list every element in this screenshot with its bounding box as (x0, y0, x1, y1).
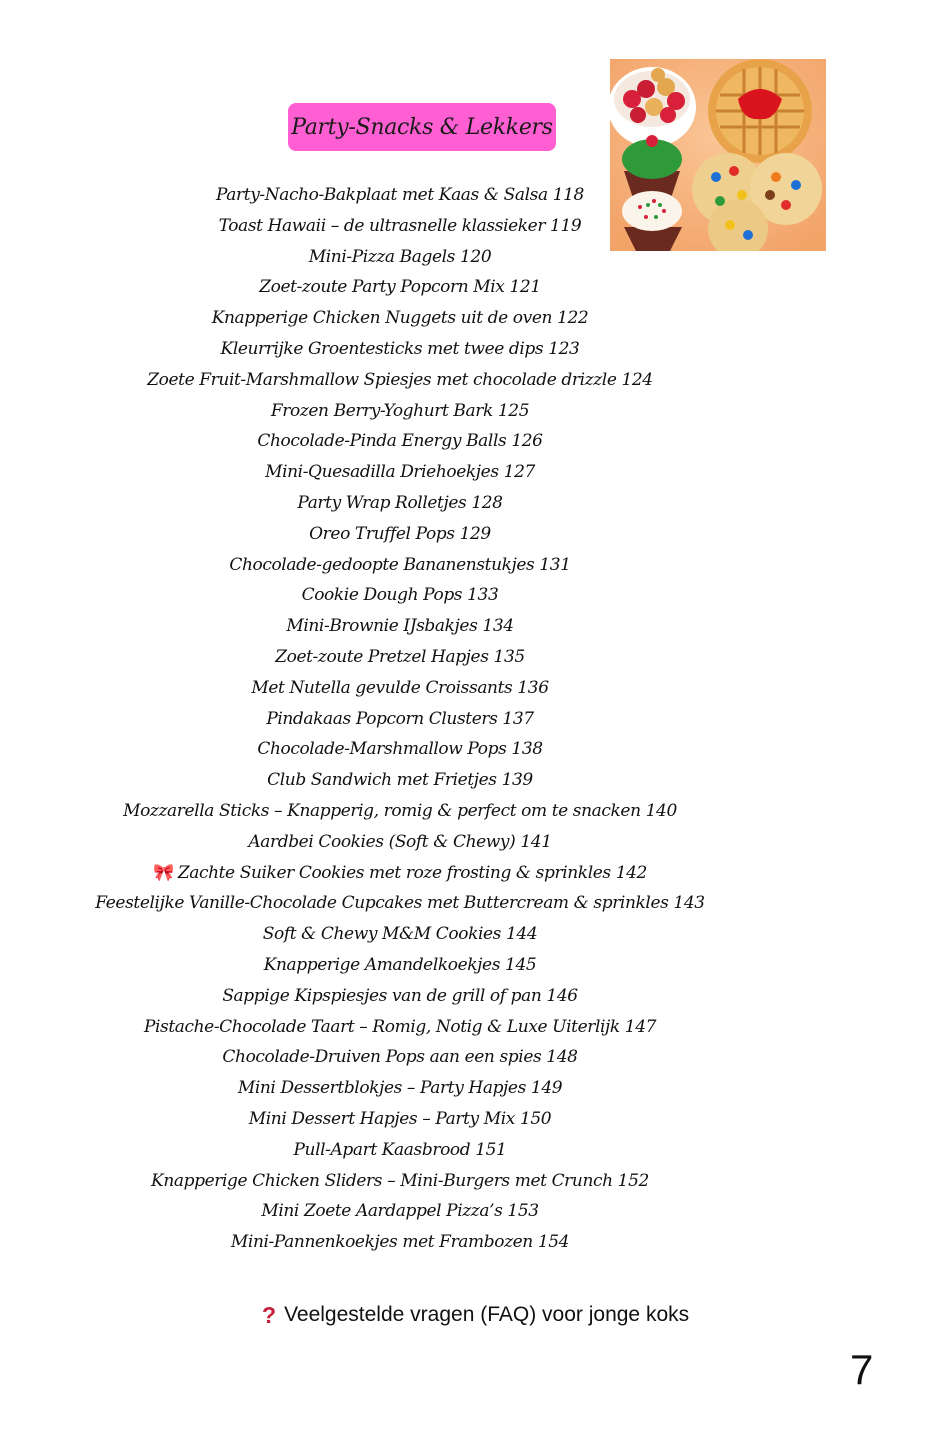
toc-entry[interactable] (0, 919, 800, 950)
toc-entry[interactable] (0, 611, 800, 642)
toc-entry-text: Zoet-zoute Party Popcorn Mix 121 (259, 277, 541, 298)
toc-entry[interactable] (0, 1196, 800, 1227)
toc-entry-text: Toast Hawaii – de ultrasnelle klassieker 119 (218, 215, 582, 236)
toc-entry-text: Oreo Truffel Pops 129 (309, 523, 491, 544)
toc-entry[interactable] (0, 550, 800, 581)
toc-entry-text: Knapperige Chicken Nuggets uit de oven 122 (211, 308, 589, 329)
toc-entry-text: Mini Zoete Aardappel Pizza’s 153 (261, 1201, 539, 1222)
toc-entry-text: Kleurrijke Groentesticks met twee dips 123 (220, 338, 580, 359)
toc-entry[interactable] (0, 858, 800, 889)
toc-entry[interactable] (0, 888, 800, 919)
toc-entry[interactable] (0, 242, 800, 273)
toc-entry[interactable] (0, 519, 800, 550)
toc-entry[interactable] (0, 272, 800, 303)
toc-entry-text: Mini Dessertblokjes – Party Hapjes 149 (237, 1078, 563, 1099)
toc-entry-text: Knapperige Chicken Sliders – Mini-Burgers met Crunch 152 (151, 1170, 649, 1191)
toc-entry[interactable] (0, 734, 800, 765)
toc-entry-text: Chocolade-Marshmallow Pops 138 (257, 739, 543, 760)
toc-entry[interactable] (0, 1012, 800, 1043)
toc-entry-text: Zachte Suiker Cookies met roze frosting & sprinkles 142 (177, 862, 647, 883)
toc-entry-text: Chocolade-Druiven Pops aan een spies 148 (222, 1047, 578, 1068)
toc-entry[interactable] (0, 981, 800, 1012)
toc-entry-text: Mini-Quesadilla Driehoekjes 127 (265, 462, 535, 483)
toc-entry-text: Frozen Berry-Yoghurt Bark 125 (270, 400, 530, 421)
toc-entry-text: Met Nutella gevulde Croissants 136 (251, 677, 549, 698)
faq-link[interactable] (262, 1300, 689, 1330)
toc-entry-text: Zoete Fruit-Marshmallow Spiesjes met chocolade drizzle 124 (147, 369, 653, 390)
toc-entry[interactable] (0, 457, 800, 488)
toc-entry[interactable] (0, 642, 800, 673)
ribbon-icon: 🎀 (153, 862, 174, 883)
section-title-badge (288, 103, 556, 151)
page-number: 7 (850, 1346, 874, 1393)
toc-entry-text: Mini Dessert Hapjes – Party Mix 150 (248, 1108, 552, 1129)
toc-entry[interactable] (0, 765, 800, 796)
toc-entry[interactable] (0, 426, 800, 457)
toc-entry[interactable] (0, 796, 800, 827)
toc-entry[interactable] (0, 1104, 800, 1135)
faq-label: Veelgestelde vragen (FAQ) voor jonge koks (284, 1303, 690, 1326)
toc-entry-text: Mozzarella Sticks – Knapperig, romig & perfect om te snacken 140 (123, 800, 677, 821)
toc-entry[interactable] (0, 950, 800, 981)
toc-entry-text: Zoet-zoute Pretzel Hapjes 135 (275, 646, 525, 667)
toc-entry-text: Mini-Pizza Bagels 120 (308, 246, 492, 267)
toc-entry[interactable] (0, 1073, 800, 1104)
table-of-contents (0, 180, 800, 1258)
toc-entry[interactable] (0, 1042, 800, 1073)
toc-entry[interactable] (0, 1135, 800, 1166)
toc-entry[interactable] (0, 488, 800, 519)
toc-entry[interactable] (0, 1227, 800, 1258)
toc-entry[interactable] (0, 303, 800, 334)
toc-entry-text: Feestelijke Vanille-Chocolade Cupcakes met Buttercream & sprinkles 143 (95, 893, 705, 914)
toc-entry[interactable] (0, 580, 800, 611)
toc-entry[interactable] (0, 1166, 800, 1197)
toc-entry-text: Party Wrap Rolletjes 128 (297, 492, 503, 513)
toc-entry[interactable] (0, 180, 800, 211)
toc-entry-text: Sappige Kipspiesjes van de grill of pan 146 (222, 985, 578, 1006)
toc-entry-text: Pistache-Chocolade Taart – Romig, Notig & Luxe Uiterlijk 147 (143, 1016, 657, 1037)
toc-entry-text: Knapperige Amandelkoekjes 145 (263, 954, 537, 975)
toc-entry[interactable] (0, 396, 800, 427)
toc-entry[interactable] (0, 365, 800, 396)
toc-entry-text: Party-Nacho-Bakplaat met Kaas & Salsa 118 (216, 185, 584, 205)
toc-entry-text: Pull-Apart Kaasbrood 151 (293, 1139, 507, 1160)
toc-entry-text: Pindakaas Popcorn Clusters 137 (266, 708, 534, 729)
toc-entry[interactable] (0, 827, 800, 858)
toc-entry-text: Cookie Dough Pops 133 (301, 585, 499, 606)
toc-entry-text: Chocolade-Pinda Energy Balls 126 (257, 431, 543, 452)
toc-entry[interactable] (0, 673, 800, 704)
toc-entry-text: Soft & Chewy M&M Cookies 144 (262, 924, 538, 945)
toc-entry-text: Club Sandwich met Frietjes 139 (267, 770, 533, 791)
section-title: Party-Snacks & Lekkers (291, 114, 553, 140)
toc-entry-text: Aardbei Cookies (Soft & Chewy) 141 (248, 831, 552, 852)
toc-entry-text: Mini-Pannenkoekjes met Frambozen 154 (230, 1232, 570, 1253)
toc-entry-text: Mini-Brownie IJsbakjes 134 (286, 616, 514, 637)
toc-entry-text: Chocolade-gedoopte Bananenstukjes 131 (229, 554, 571, 575)
toc-entry[interactable] (0, 211, 800, 242)
toc-entry[interactable] (0, 704, 800, 735)
question-mark-icon: ? (262, 1301, 277, 1328)
toc-entry[interactable] (0, 334, 800, 365)
